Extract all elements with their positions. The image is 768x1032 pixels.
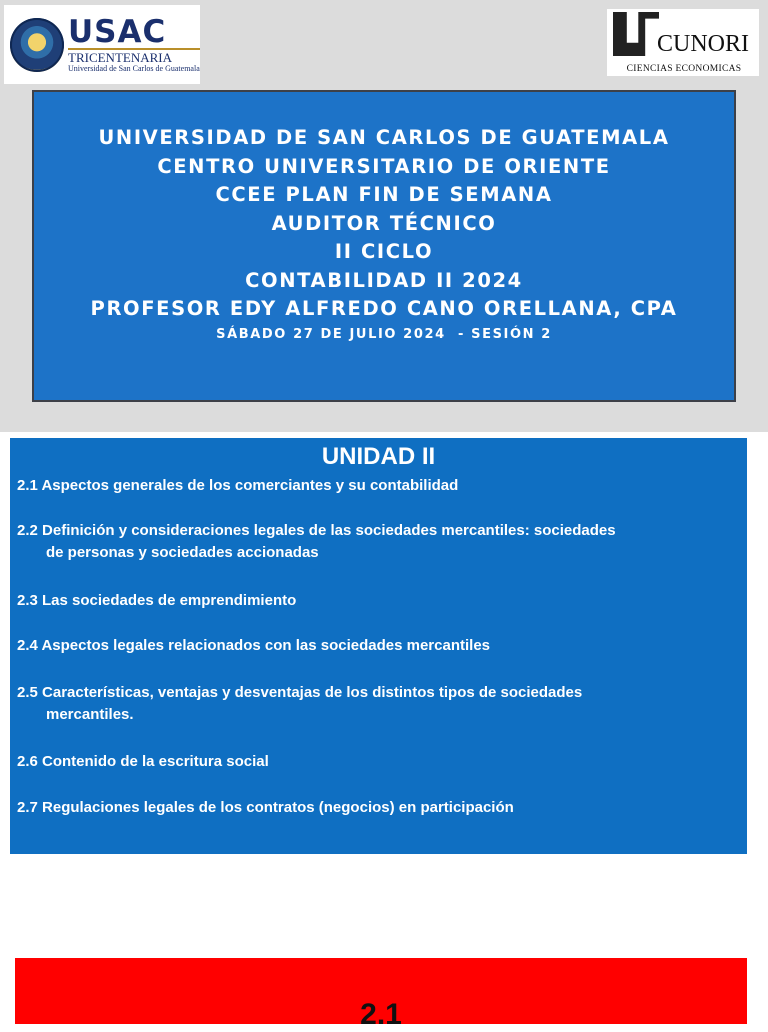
unit-item-text: 2.2 Definición y consideraciones legales de las sociedades mercantiles: sociedades <box>17 522 616 539</box>
usac-logo-text <box>68 13 200 74</box>
unit-item <box>17 520 745 564</box>
cunori-logo-name: CUNORI <box>657 31 750 57</box>
section-number: 2.1 <box>360 998 402 1031</box>
unit-item <box>17 751 745 773</box>
unit-item-text: 2.7 Regulaciones legales de los contratos (negocios) en participación <box>17 799 514 816</box>
usac-logo-name: USAC <box>68 13 167 50</box>
unit-item <box>17 635 745 657</box>
unit-item <box>17 475 745 497</box>
section-slide <box>15 958 747 1031</box>
title-line: CCEE PLAN FIN DE SEMANA <box>215 183 553 206</box>
title-line: PROFESOR EDY ALFREDO CANO ORELLANA, CPA <box>90 297 678 320</box>
unit-item-text: 2.5 Características, ventajas y desventajas de los distintos tipos de sociedades <box>17 684 583 701</box>
unit-title: UNIDAD II <box>321 443 436 470</box>
unit-slide <box>10 438 747 854</box>
usac-logo <box>4 5 200 84</box>
unit-item <box>17 797 745 819</box>
title-line: CONTABILIDAD II 2024 <box>245 268 523 292</box>
title-slide <box>0 0 768 432</box>
unit-item-text: 2.4 Aspectos legales relacionados con las sociedades mercantiles <box>17 637 490 654</box>
cunori-logo <box>607 9 759 76</box>
cunori-emblem-icon <box>613 12 659 56</box>
unit-item-text: 2.6 Contenido de la escritura social <box>17 753 269 770</box>
unit-item <box>17 682 745 726</box>
unit-item-text: 2.1 Aspectos generales de los comerciantes y su contabilidad <box>17 477 459 494</box>
title-line: II CICLO <box>334 240 434 263</box>
unit-item <box>17 590 745 612</box>
title-line: CENTRO UNIVERSITARIO DE ORIENTE <box>157 154 611 178</box>
unit-item-continuation: mercantiles. <box>46 706 134 723</box>
title-box <box>32 90 736 402</box>
session-date: SÁBADO 27 DE JULIO 2024 - SESIÓN 2 <box>216 326 552 342</box>
title-line: UNIVERSIDAD DE SAN CARLOS DE GUATEMALA <box>98 126 670 149</box>
usac-logo-subtitle: TRICENTENARIA <box>68 48 200 64</box>
usac-logo-caption: Universidad de San Carlos de Guatemala <box>68 63 200 73</box>
usac-seal-icon <box>10 18 64 72</box>
unit-item-text: 2.3 Las sociedades de emprendimiento <box>17 592 297 609</box>
unit-item-continuation: de personas y sociedades accionadas <box>46 544 319 561</box>
title-line: AUDITOR TÉCNICO <box>271 211 497 235</box>
cunori-logo-subtitle: CIENCIAS ECONOMICAS <box>626 64 742 74</box>
